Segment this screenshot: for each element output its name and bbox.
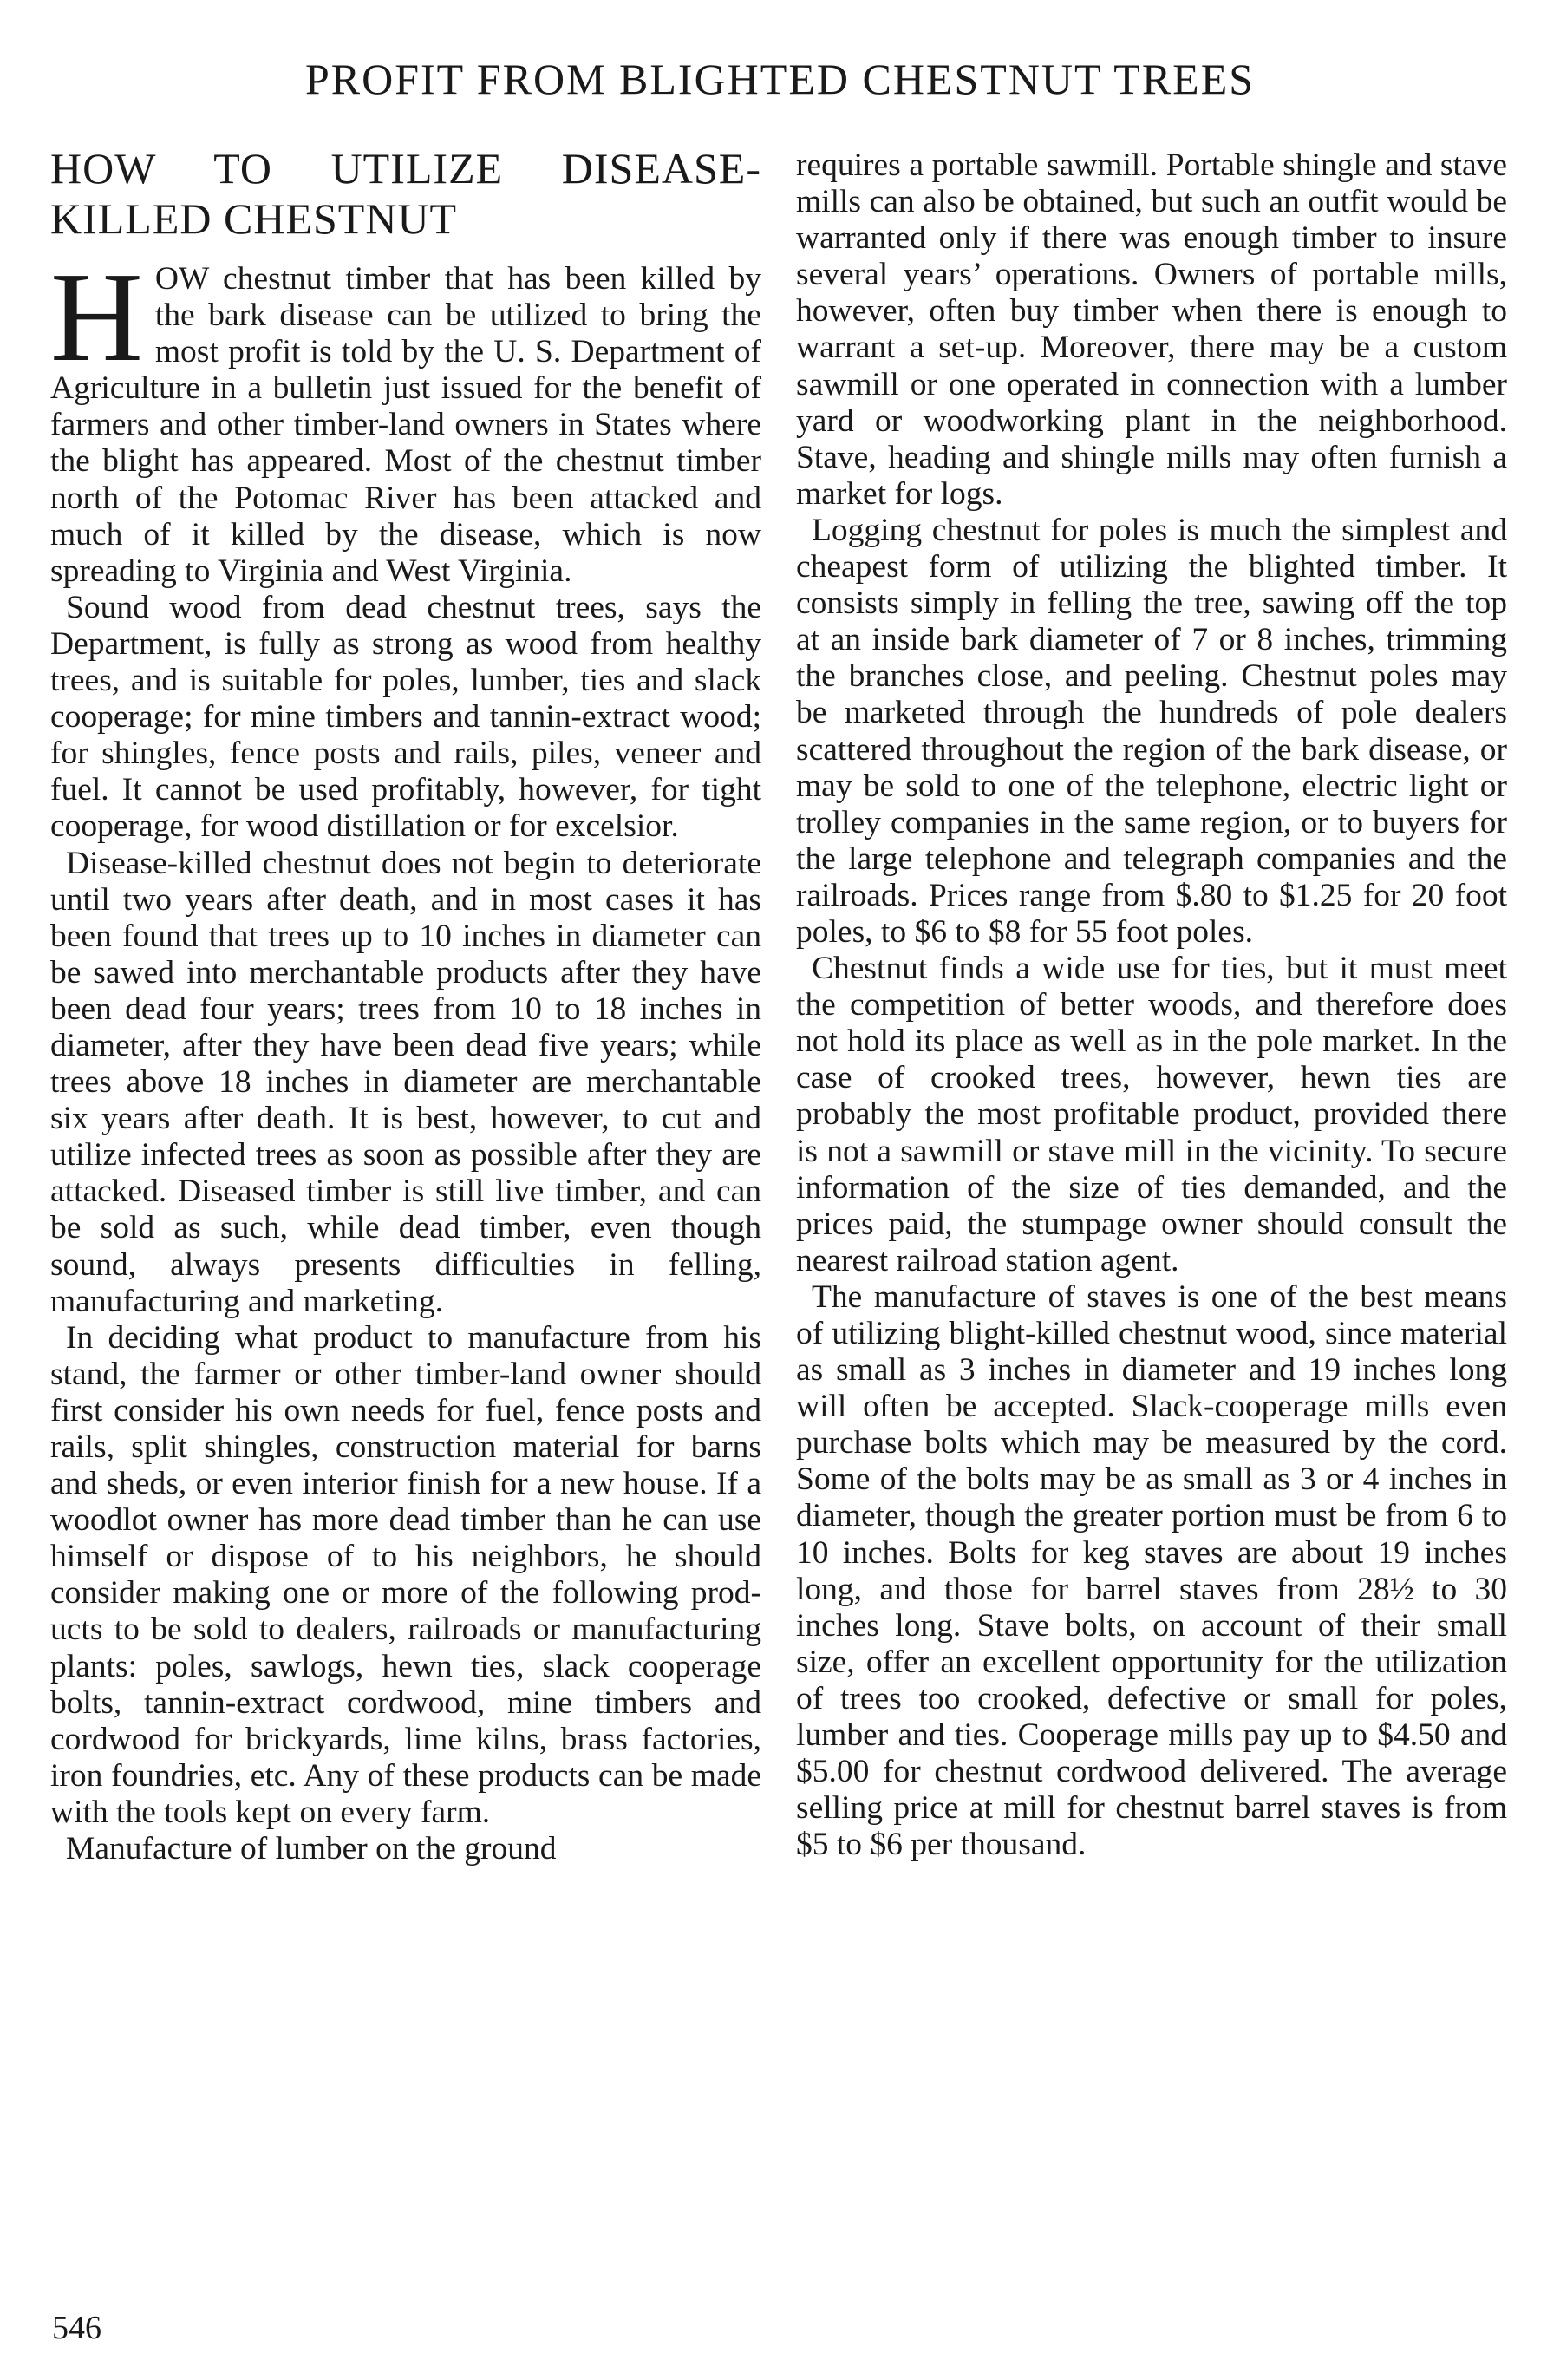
paragraph-6: Logging chestnut for poles is much the simplest and cheapest form of utilizing the blighted timber. It consists simply in felling the tree, sawing off the top at an inside bark diameter of 7 or 8 inches, trimming the branches close, and peeling. Chestnut poles may be marketed through the hundreds of pole dealers scattered throughout the region of the bark disease, or may be sold to one of the telephone, electric light or trolley companies in the same region, or to buyers for the large telephone and telegraph companies and the railroads. Prices range from $.80 to $1.25 for 20 foot poles, to $6 to $8 for 55 foot poles. [796, 512, 1507, 950]
drop-cap: H [50, 246, 143, 389]
paragraph-8: The manufacture of staves is one of the best means of utilizing blight-killed chestnut wood, since material as small as 3 inches in diameter and 19 inches long will often be accepted. Slack-cooperage mills even purchase bolts which may be measured by the cord. Some of the bolts may be as small as 3 or 4 inches in diameter, though the greater portion must be from 6 to 10 inches. Bolts for keg staves are about 19 inches long, and those for barrel staves from 28½ to 30 inches long. Stave bolts, on account of their small size, offer an excellent opportunity for the utilization of trees too crooked, defective or small for poles, lumber and ties. Cooperage mills pay up to $4.50 and $5.00 for chestnut cordwood delivered. The average selling price at mill for chestnut barrel staves is from $5 to $6 per thousand. [796, 1278, 1507, 1863]
running-head: PROFIT FROM BLIGHTED CHESTNUT TREES [304, 55, 1256, 103]
right-column [796, 147, 1507, 1863]
paragraph-7: Chestnut finds a wide use for ties, but it must meet the competition of better woods, and therefore does not hold its place as well as in the pole market. In the case of crooked trees, however, hewn ties are probably the most profitable product, provided there is not a sawmill or stave mill in the vicinity. To secure information of the size of ties demanded, and the prices paid, the stumpage owner should consult the nearest railroad station agent. [796, 951, 1507, 1278]
paragraph-2: Sound wood from dead chestnut trees, says the Department, is fully as strong as wood from healthy trees, and is suitable for poles, lumber, ties and slack cooperage; for mine timbers and tannin-extract wood; for shingles, fence posts and rails, piles, veneer and fuel. It cannot be used profitably, however, for tight cooperage, for wood distillation or for excelsior. [50, 589, 761, 845]
paragraph-1-text: OW chestnut timber that has been killed by the bark disease can be utilized to bring the most profit is told by the U. S. Department of Agriculture in a bulletin just issued for the benefit of farmers and other timber-land owners in States where the blight has appeared. Most of the chestnut timber north of the Potomac River has been attacked and much of it killed by the disease, which is now spreading to Virginia and West Virginia. [50, 261, 761, 589]
paragraph-3: Disease-killed chestnut does not begin to deteriorate until two years after death, and in most cases it has been found that trees up to 10 inches in diameter can be sawed into merchantable products after they have been dead four years; trees from 10 to 18 inches in diameter, after they have been dead five years; while trees above 18 inches in diameter are merchantable six years after death. It is best, however, to cut and utilize infected trees as soon as possible after they are attacked. Diseased timber is still live timber, and can be sold as such, while dead timber, even though sound, always presents difficulties in felling, manufacturing and marketing. [50, 845, 761, 1319]
article-heading: HOW TO UTILIZE DISEASE-KILLED CHESTNUT [50, 144, 761, 243]
paragraph-1 [50, 246, 761, 590]
paragraph-5-start: Manufacture of lumber on the ground [66, 1831, 557, 1867]
page-number: 546 [52, 2310, 101, 2346]
paragraph-4: In deciding what product to manufacture from his stand, the farmer or other timber-land owner should first consider his own needs for fuel, fence posts and rails, split shingles, construction material for barns and sheds, or even interior finish for a new house. If a woodlot owner has more dead timber than he can use himself or dispose of to his neighbors, he should consider making one or more of the following products to be sold to dealers, railroads or manufacturing plants: poles, sawlogs, hewn ties, slack cooperage bolts, tannin-extract cordwood, mine timbers and cordwood for brickyards, lime kilns, brass factories, iron foundries, etc. Any of these products can be made with the tools kept on every farm. [50, 1319, 761, 1830]
left-column [50, 143, 761, 1867]
paragraph-5-continued: requires a portable sawmill. Portable shingle and stave mills can also be obtained, but such an outfit would be warranted only if there was enough timber to insure several years’ operations. Owners of portable mills, however, often buy timber when there is enough to warrant a set-up. Moreover, there may be a custom sawmill or one operated in connection with a lumber yard or woodworking plant in the neighborhood. Stave, heading and shingle mills may often furnish a market for logs. [796, 147, 1507, 512]
